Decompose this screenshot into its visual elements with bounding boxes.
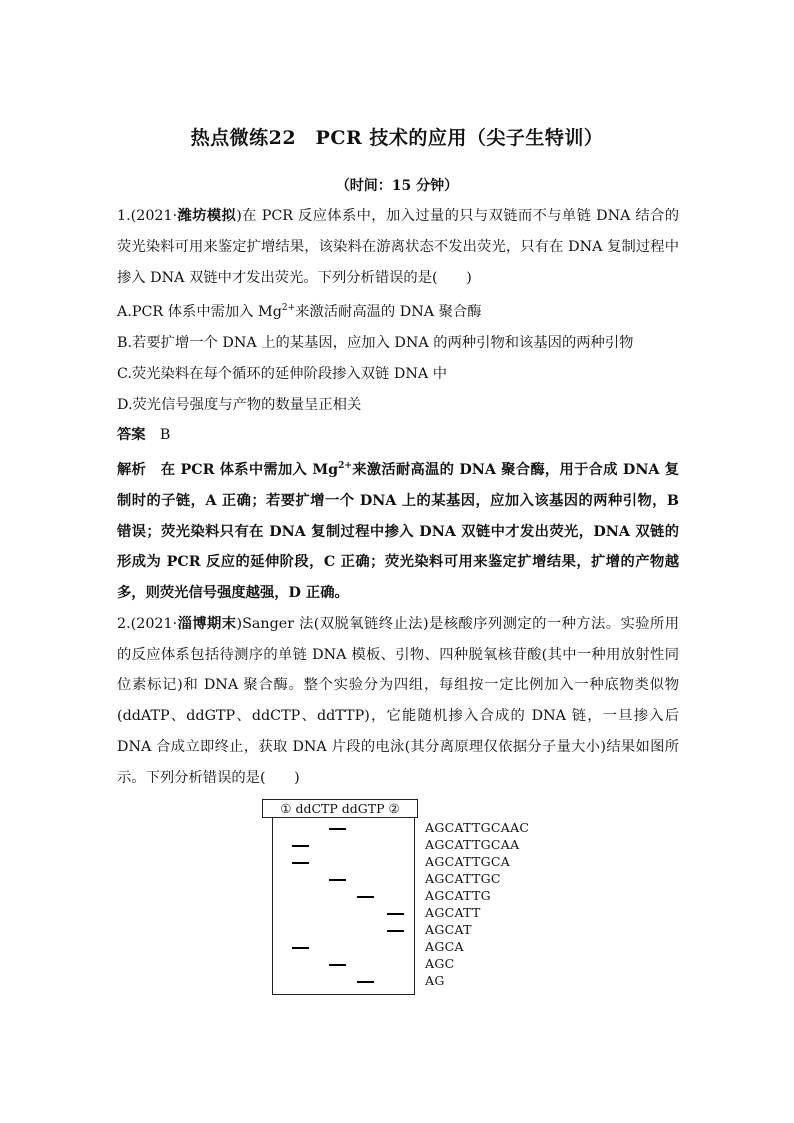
gel-band [329,828,346,830]
analysis-text: 在 PCR 体系中需加入 Mg [160,461,339,478]
sequence-label: AGC [425,956,455,971]
answer-label: 答案 [117,427,146,444]
gel-electrophoresis-figure [262,799,542,999]
option-a-text: A.PCR 体系中需加入 Mg [117,304,282,321]
page-title: 热点微练22 PCR 技术的应用（尖子生特训） [190,127,604,149]
gel-band [387,913,404,915]
q1-stem [117,201,679,293]
q1-answer [117,420,679,451]
gel-band [387,930,404,932]
q1-number: 1.(2021· [117,208,178,224]
answer-value: B [159,427,171,444]
q2-source: 淄博期末 [177,615,237,632]
gel-band [357,896,374,898]
sequence-label: AG [425,973,445,988]
sequence-label: AGCATTGCAAC [425,820,530,835]
analysis-text-end: 来激活耐高温的 DNA 聚合酶，用于合成 DNA 复制时的子链，A 正确；若要扩增一个 DNA 上的某基因，应加入该基因的两种引物，B 错误；荧光染料只有在 DNA 复制过程中掺入 DNA 双链中才发出荧光，DNA 双链的形成为 PCR 反应的延伸阶段，C 正确；荧光染料可用来鉴定扩增结果，扩增的产物越多，则荧光信号强度越强，D 正确。 [117,461,680,602]
q2-number: 2.(2021· [117,615,178,632]
gel-band [329,964,346,966]
gel-band [357,981,374,983]
q1-option-c: C.荧光染料在每个循环的延伸阶段掺入双链 DNA 中 [117,365,447,382]
gel-band [292,845,309,847]
sequence-label: AGCAT [425,922,472,937]
sequence-label: AGCATTGC [425,871,501,886]
analysis-sup: 2+ [338,461,352,472]
analysis-label: 解析 [117,461,147,478]
q1-option-d: D.荧光信号强度与产物的数量呈正相关 [117,396,362,413]
gel-band [292,947,309,949]
option-a-sup: 2+ [281,303,296,314]
gel-lane-header: ① ddCTP ddGTP ② [262,799,418,818]
q2-stem [117,609,679,794]
q1-source: 潍坊模拟 [177,208,237,224]
gel-band [329,879,346,881]
content [117,201,679,794]
q2-body: )Sanger 法(双脱氧链终止法)是核酸序列测定的一种方法。实验所用的反应体系包括待测序的单链 DNA 模板、引物、四种脱氧核苷酸(其中一种用放射性同位素标记)和 DNA 聚合酶。整个实验分为四组，每组按一定比例加入一种底物类似物(ddATP、ddGTP、ddCTP、ddTTP)，它能随机掺入合成的 DNA 链，一旦掺入后 DNA 合成立即终止，获取 DNA 片段的电泳(其分离原理仅依据分子量大小)结果如图所示。下列分析错误的是( ) [117,615,680,786]
sequence-label: AGCATTGCA [425,854,511,869]
sequence-label: AGCATTG [425,888,491,903]
time-limit: （时间：15 分钟） [335,178,459,194]
gel-band [292,862,309,864]
q1-option-a [117,293,679,328]
option-a-text-end: 来激活耐高温的 DNA 聚合酶 [295,304,482,321]
gel-frame [272,817,415,995]
sequence-label: AGCA [425,939,464,954]
sequence-label: AGCATT [425,905,481,920]
q1-analysis [117,451,679,609]
q1-body: )在 PCR 反应体系中，加入过量的只与双链而不与单链 DNA 结合的荧光染料可用来鉴定扩增结果，该染料在游离状态不发出荧光，只有在 DNA 复制过程中掺入 DNA 双链中才发出荧光。下列分析错误的是( ) [117,208,680,286]
q1-option-b: B.若要扩增一个 DNA 上的某基因，应加入 DNA 的两种引物和该基因的两种引物 [117,334,634,351]
sequence-label: AGCATTGCAA [425,837,520,852]
